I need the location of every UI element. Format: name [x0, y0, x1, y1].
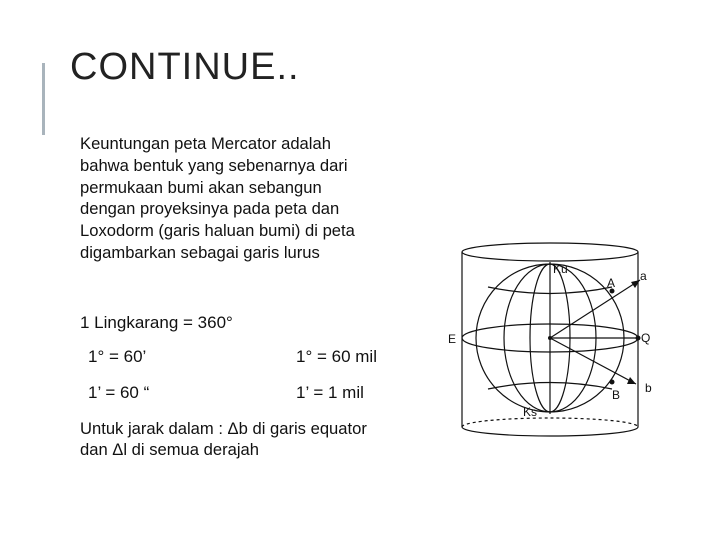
label-b-lower: b	[645, 381, 652, 395]
mercator-diagram-svg	[440, 232, 661, 451]
cylinder-bottom-back	[462, 418, 638, 427]
intro-paragraph	[80, 133, 425, 264]
label-ks: Ks	[523, 405, 538, 419]
label-a-upper: A	[607, 276, 616, 290]
paragraph-line: Keuntungan peta Mercator adalah	[80, 134, 331, 153]
cylinder-bottom-front	[462, 427, 638, 436]
conversion-degree-minutes: 1° = 60’	[88, 347, 147, 366]
label-a-lower: a	[640, 269, 647, 283]
circle-degrees-text: 1 Lingkarang = 360°	[80, 313, 233, 332]
ray-a	[550, 280, 640, 338]
label-b-upper: B	[612, 388, 621, 402]
label-ku: Ku	[553, 262, 568, 276]
cylinder-top-ellipse	[462, 243, 638, 261]
paragraph-line: dengan proyeksinya pada peta dan	[80, 199, 340, 219]
point-center	[548, 336, 552, 340]
mercator-cylinder-diagram	[440, 232, 661, 451]
point-q	[636, 336, 641, 341]
distance-note	[80, 418, 440, 460]
paragraph-line: digambarkan sebagai garis lurus	[80, 242, 320, 262]
label-q: Q	[641, 331, 651, 345]
conversion-minute-miles: 1’ = 1 mil	[296, 383, 364, 402]
arrow-a	[631, 280, 640, 288]
paragraph-line: permukaan bumi akan sebangun	[80, 177, 322, 197]
note-line: Untuk jarak dalam : Δb di garis equator	[80, 419, 367, 438]
accent-bar	[42, 63, 45, 135]
point-b	[610, 380, 615, 385]
conversion-minute-seconds: 1’ = 60 “	[88, 383, 150, 402]
paragraph-line: bahwa bentuk yang sebenarnya dari	[80, 155, 348, 175]
slide-title: CONTINUE..	[70, 46, 300, 88]
note-line: dan Δl di semua derajah	[80, 440, 259, 459]
paragraph-line: Loxodorm (garis haluan bumi) di peta	[80, 221, 355, 241]
conversion-degree-miles: 1° = 60 mil	[296, 347, 377, 366]
label-e: E	[448, 332, 457, 346]
